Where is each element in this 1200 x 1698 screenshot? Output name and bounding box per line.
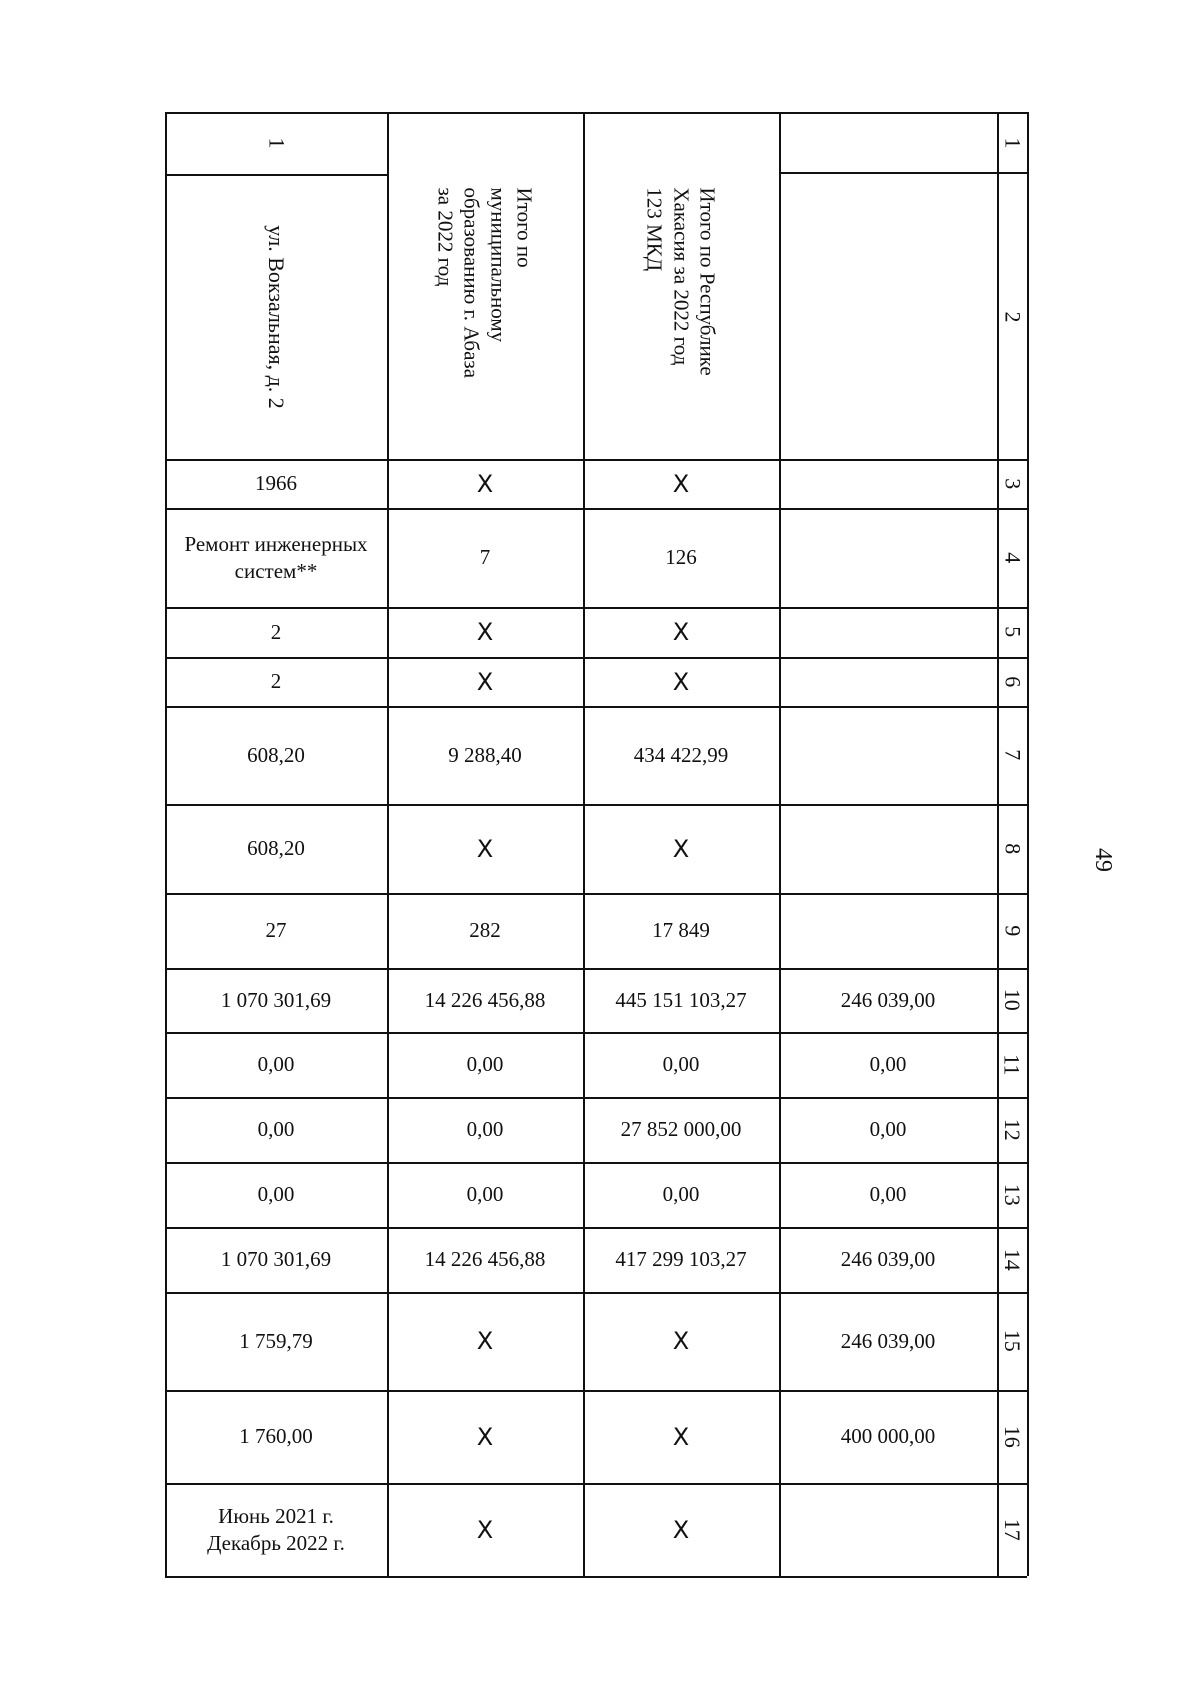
table-cell: 417 299 103,27 [615, 1247, 747, 1272]
grid-line [779, 112, 781, 1576]
col3-title: Итого по Республике Хакасия за 2022 год 123 МКД [642, 187, 720, 376]
table-cell [779, 893, 997, 968]
table-row [165, 607, 1027, 657]
table-cell: 0,00 [257, 1117, 295, 1142]
grid-line [165, 112, 1027, 114]
row-number [997, 1032, 1027, 1097]
table-cell: Х [672, 1515, 690, 1544]
table-cell: 14 226 456,88 [424, 1247, 546, 1272]
col2-title: Итого по муниципальному образованию г. Абаза за 2022 год [433, 187, 537, 379]
table-row [165, 508, 1027, 607]
table-cell: 9 288,40 [448, 742, 522, 767]
table-cell: 0,00 [662, 1052, 700, 1077]
table-cell [779, 607, 997, 657]
grid-line [165, 1390, 1027, 1392]
table-row [165, 968, 1027, 1032]
row-number [997, 459, 1027, 508]
grid-line [165, 1097, 1027, 1099]
grid-line [779, 172, 1027, 174]
table-cell: 0,00 [257, 1052, 295, 1077]
table-cell: Х [672, 618, 690, 646]
cell-text: Ремонт инженерных систем** [184, 532, 368, 583]
table-cell: 0,00 [257, 1182, 295, 1207]
table-cell [779, 459, 997, 508]
table-cell: Х [476, 1327, 494, 1355]
table-cell: Х [476, 834, 494, 863]
table-row [165, 1390, 1027, 1483]
row-number [997, 508, 1027, 607]
row-number [997, 1483, 1027, 1576]
row-number-text: 6 [999, 676, 1025, 687]
row-number [997, 804, 1027, 893]
table-cell [779, 657, 997, 706]
table-cell: 27 [265, 918, 287, 943]
table-cell [165, 508, 387, 607]
table-row [165, 1227, 1027, 1292]
table-cell: 400 000,00 [840, 1424, 936, 1449]
grid-line [165, 508, 1027, 510]
col5-top: 1 [1000, 137, 1025, 149]
table-cell: Х [476, 469, 494, 498]
grid-line [165, 968, 1027, 970]
grid-line [165, 459, 1027, 461]
table-cell: 2 [270, 619, 282, 644]
grid-line [165, 1032, 1027, 1034]
table-cell [779, 706, 997, 804]
row-number-text: 3 [999, 478, 1025, 489]
table-cell: Х [672, 834, 690, 863]
table-cell: 246 039,00 [840, 1328, 936, 1353]
row-number [997, 1292, 1027, 1390]
table-cell: 1 070 301,69 [220, 987, 332, 1012]
grid-line [165, 893, 1027, 895]
table-row [165, 459, 1027, 508]
table-cell: 0,00 [869, 1052, 907, 1077]
row-number-text: 5 [999, 626, 1025, 638]
col5-bottom: 2 [1000, 311, 1025, 322]
grid-line [165, 657, 1027, 659]
row-number-text: 16 [999, 1425, 1025, 1448]
table-row [165, 1032, 1027, 1097]
row-number-text: 10 [999, 989, 1025, 1011]
row-number-text: 11 [999, 1053, 1025, 1076]
table-cell: Х [476, 1515, 494, 1544]
table-row [165, 893, 1027, 968]
table-cell: Х [476, 618, 494, 646]
table-cell: Х [672, 469, 690, 498]
grid-line [165, 607, 1027, 609]
table-cell [779, 804, 997, 893]
table-cell: 14 226 456,88 [424, 987, 546, 1012]
row-number-text: 12 [999, 1118, 1025, 1141]
col1-address: ул. Вокзальная, д. 2 [263, 224, 289, 409]
row-number-text: 8 [999, 843, 1025, 854]
table-cell: Х [672, 1422, 690, 1451]
grid-line [997, 112, 999, 1576]
row-number-text: 13 [999, 1183, 1025, 1206]
table-cell: Х [476, 1422, 494, 1451]
grid-line [165, 706, 1027, 708]
table-cell: 2 [270, 669, 282, 694]
row-number-text: 9 [999, 925, 1025, 936]
table-cell: 0,00 [466, 1117, 504, 1142]
table-cell: 7 [479, 545, 491, 570]
grid-line [165, 112, 167, 1576]
table-row [165, 1097, 1027, 1162]
table-cell: 246 039,00 [840, 987, 936, 1012]
table-cell: 0,00 [466, 1182, 504, 1207]
row-number [997, 1390, 1027, 1483]
table-cell: 0,00 [466, 1052, 504, 1077]
table-cell: 608,20 [247, 742, 305, 767]
grid-line [165, 174, 387, 176]
table-cell: 0,00 [662, 1182, 700, 1207]
table-cell: 1 760,00 [239, 1424, 313, 1449]
table-cell: 608,20 [247, 836, 305, 861]
table-cell: Июнь 2021 г. Декабрь 2022 г. [207, 1504, 345, 1555]
grid-line [165, 1162, 1027, 1164]
table-cell [779, 1483, 997, 1576]
grid-line [165, 804, 1027, 806]
row-number-text: 4 [999, 552, 1025, 563]
row-number [997, 1162, 1027, 1227]
grid-line [1027, 112, 1029, 1576]
col1-index: 1 [264, 137, 289, 149]
table-row [165, 657, 1027, 706]
table-row [165, 804, 1027, 893]
table-row [165, 1292, 1027, 1390]
row-number [997, 1227, 1027, 1292]
row-number-text: 15 [999, 1330, 1025, 1352]
table-cell: Х [476, 667, 494, 696]
table-cell: 282 [469, 918, 501, 943]
table-cell: Х [672, 1327, 690, 1355]
row-number [997, 706, 1027, 804]
row-number-text: 17 [999, 1518, 1025, 1541]
table-cell: 17 849 [652, 918, 710, 943]
grid-line [165, 1227, 1027, 1229]
row-number-text: 14 [999, 1248, 1025, 1271]
grid-line [165, 1292, 1027, 1294]
table-cell: 445 151 103,27 [615, 987, 747, 1012]
page-number: 49 [1090, 848, 1116, 872]
table-cell: Х [672, 667, 690, 696]
table-cell: 126 [665, 545, 697, 570]
row-number-text: 7 [999, 749, 1025, 761]
table-cell: 27 852 000,00 [620, 1117, 742, 1142]
table-cell: 1966 [255, 471, 297, 496]
table-cell: 0,00 [869, 1182, 907, 1207]
table-cell [779, 508, 997, 607]
table-cell: 1 070 301,69 [220, 1247, 332, 1272]
header-row [165, 112, 1027, 459]
row-number [997, 1097, 1027, 1162]
table-row [165, 1483, 1027, 1576]
table-cell: 0,00 [869, 1117, 907, 1142]
grid-line [165, 1576, 1027, 1578]
table-row [165, 706, 1027, 804]
row-number [997, 657, 1027, 706]
grid-line [387, 112, 389, 1576]
row-number [997, 607, 1027, 657]
table-cell: 434 422,99 [633, 742, 729, 767]
table-row [165, 1162, 1027, 1227]
table-cell: 246 039,00 [840, 1247, 936, 1272]
row-number [997, 893, 1027, 968]
grid-line [165, 1483, 1027, 1485]
grid-line [583, 112, 585, 1576]
table-cell: 1 759,79 [239, 1328, 313, 1353]
row-number [997, 968, 1027, 1032]
